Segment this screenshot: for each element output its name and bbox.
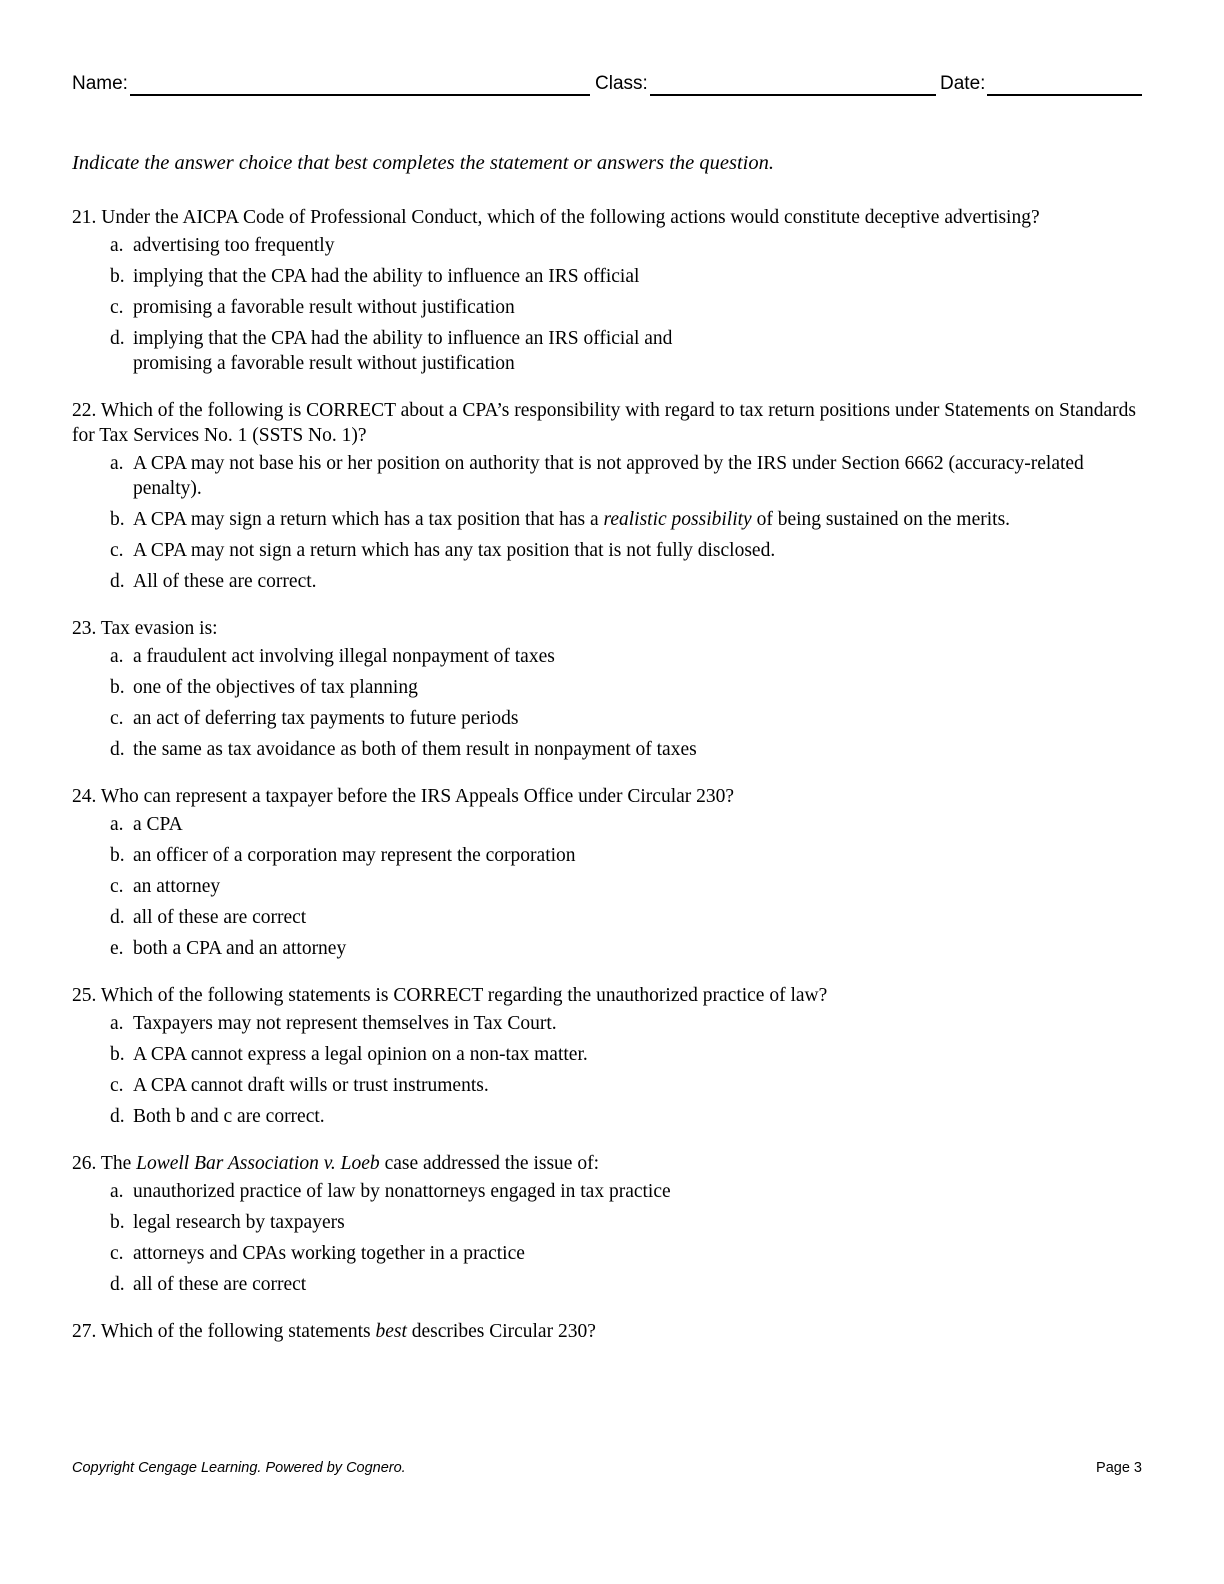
text-segment: Both b and c are correct. xyxy=(133,1106,325,1127)
question-list xyxy=(72,205,1152,1366)
footer xyxy=(72,1460,1142,1480)
answer-option-d xyxy=(72,1272,1152,1297)
question-stem xyxy=(72,983,1152,1008)
option-letter: d. xyxy=(110,739,125,760)
text-segment: All of these are correct. xyxy=(133,571,317,592)
option-letter: d. xyxy=(110,1106,125,1127)
text-segment: unauthorized practice of law by nonattorneys engaged in tax practice xyxy=(133,1181,671,1202)
question-stem xyxy=(72,1151,1152,1176)
text-segment: Taxpayers may not represent themselves in Tax Court. xyxy=(133,1013,557,1034)
answer-option-b xyxy=(72,843,1152,868)
option-letter: b. xyxy=(110,509,125,530)
text-segment: A CPA may not base his or her position on authority that is not approved by the IRS under Section 6662 (accuracy-related penalty). xyxy=(133,453,1084,499)
question-stem xyxy=(72,616,1152,641)
answer-option-c xyxy=(72,1073,1152,1098)
name-blank-line xyxy=(130,72,590,96)
answer-option-a xyxy=(72,812,1152,837)
text-segment: both a CPA and an attorney xyxy=(133,938,347,959)
text-segment: an act of deferring tax payments to future periods xyxy=(133,708,519,729)
class-blank-line xyxy=(650,72,936,96)
text-segment: Which of the following statements xyxy=(100,1321,376,1342)
option-letter: b. xyxy=(110,677,125,698)
question-21 xyxy=(72,205,1152,376)
answer-option-b xyxy=(72,507,1152,532)
header xyxy=(72,68,1142,98)
option-letter: c. xyxy=(110,876,124,897)
answer-options xyxy=(72,812,1152,961)
italic-text: realistic possibility xyxy=(603,509,752,530)
option-letter: a. xyxy=(110,1181,124,1202)
option-text xyxy=(133,451,1152,501)
option-text xyxy=(133,905,1152,930)
answer-option-a xyxy=(72,451,1152,501)
copyright-notice: Copyright Cengage Learning. Powered by Cognero. xyxy=(72,1460,406,1476)
question-stem xyxy=(72,398,1152,448)
answer-option-b xyxy=(72,264,1152,289)
answer-option-c xyxy=(72,706,1152,731)
date-label: Date: xyxy=(940,73,986,94)
text-segment: a fraudulent act involving illegal nonpayment of taxes xyxy=(133,646,555,667)
option-text xyxy=(133,706,1152,731)
option-text xyxy=(133,295,1152,320)
answer-option-d xyxy=(72,569,1152,594)
question-number: 24. xyxy=(72,786,97,807)
option-letter: d. xyxy=(110,1274,125,1295)
answer-options xyxy=(72,644,1152,762)
answer-option-c xyxy=(72,538,1152,563)
answer-option-c xyxy=(72,1241,1152,1266)
question-22 xyxy=(72,398,1152,594)
option-letter: a. xyxy=(110,235,124,256)
question-number: 26. xyxy=(72,1153,97,1174)
text-segment: Which of the following is CORRECT about a CPA’s responsibility with regard to tax return positions under Statements on Standards for Tax Services No. 1 (SSTS No. 1)? xyxy=(72,400,1136,446)
option-text xyxy=(133,264,1152,289)
answer-option-b xyxy=(72,1042,1152,1067)
text-segment: of being sustained on the merits. xyxy=(751,509,1011,530)
text-segment: attorneys and CPAs working together in a practice xyxy=(133,1243,525,1264)
answer-option-c xyxy=(72,295,1152,320)
text-segment: an officer of a corporation may represent the corporation xyxy=(133,845,576,866)
option-text xyxy=(133,1241,1152,1266)
option-letter: a. xyxy=(110,453,124,474)
option-letter: c. xyxy=(110,540,124,561)
text-segment: all of these are correct xyxy=(133,907,307,928)
option-text xyxy=(133,507,1152,532)
option-text xyxy=(133,874,1152,899)
question-stem xyxy=(72,205,1152,230)
option-text xyxy=(133,1073,1152,1098)
option-text xyxy=(133,1272,1152,1297)
text-segment: A CPA cannot express a legal opinion on a non-tax matter. xyxy=(133,1044,588,1065)
text-segment: A CPA may not sign a return which has any tax position that is not fully disclosed. xyxy=(133,540,776,561)
question-23 xyxy=(72,616,1152,762)
option-text xyxy=(133,233,1152,258)
date-blank-line xyxy=(987,72,1142,96)
option-letter: b. xyxy=(110,845,125,866)
question-24 xyxy=(72,784,1152,961)
name-label: Name: xyxy=(72,73,128,94)
question-27 xyxy=(72,1319,1152,1344)
text-segment: Who can represent a taxpayer before the IRS Appeals Office under Circular 230? xyxy=(100,786,735,807)
text-segment: advertising too frequently xyxy=(133,235,335,256)
text-segment: an attorney xyxy=(133,876,221,897)
question-stem xyxy=(72,1319,1152,1344)
option-text xyxy=(133,644,1152,669)
answer-option-c xyxy=(72,874,1152,899)
text-segment: implying that the CPA had the ability to influence an IRS official xyxy=(133,266,640,287)
answer-option-e xyxy=(72,936,1152,961)
answer-options xyxy=(72,1011,1152,1129)
question-number: 21. xyxy=(72,207,97,228)
option-letter: a. xyxy=(110,814,124,835)
option-letter: a. xyxy=(110,646,124,667)
option-text xyxy=(133,569,1152,594)
text-segment: Which of the following statements is CORRECT regarding the unauthorized practice of law? xyxy=(100,985,828,1006)
answer-option-d xyxy=(72,905,1152,930)
answer-option-d xyxy=(72,1104,1152,1129)
text-segment: Tax evasion is: xyxy=(100,618,218,639)
text-segment: implying that the CPA had the ability to influence an IRS official and xyxy=(133,328,673,349)
option-text xyxy=(133,843,1152,868)
text-segment: describes Circular 230? xyxy=(406,1321,596,1342)
option-text xyxy=(133,675,1152,700)
option-text xyxy=(133,737,1152,762)
option-letter: c. xyxy=(110,708,124,729)
question-number: 22. xyxy=(72,400,97,421)
text-segment: promising a favorable result without justification xyxy=(133,353,515,374)
question-number: 25. xyxy=(72,985,97,1006)
text-segment: legal research by taxpayers xyxy=(133,1212,345,1233)
text-segment: all of these are correct xyxy=(133,1274,307,1295)
option-text xyxy=(133,1011,1152,1036)
question-number: 23. xyxy=(72,618,97,639)
text-segment: a CPA xyxy=(133,814,183,835)
answer-option-b xyxy=(72,675,1152,700)
page-number: Page 3 xyxy=(1096,1460,1142,1476)
question-stem xyxy=(72,784,1152,809)
option-text xyxy=(133,538,1152,563)
answer-option-b xyxy=(72,1210,1152,1235)
option-letter: c. xyxy=(110,1243,124,1264)
instructions: Indicate the answer choice that best completes the statement or answers the question. xyxy=(72,152,774,174)
answer-option-a xyxy=(72,1011,1152,1036)
text-segment: the same as tax avoidance as both of them result in nonpayment of taxes xyxy=(133,739,697,760)
option-letter: b. xyxy=(110,1212,125,1233)
option-text xyxy=(133,936,1152,961)
question-25 xyxy=(72,983,1152,1129)
option-letter: c. xyxy=(110,297,124,318)
text-segment: promising a favorable result without justification xyxy=(133,297,515,318)
answer-options xyxy=(72,451,1152,594)
text-segment: The xyxy=(100,1153,137,1174)
name-field xyxy=(72,68,590,96)
text-segment: A CPA cannot draft wills or trust instruments. xyxy=(133,1075,489,1096)
option-text xyxy=(133,326,1152,376)
date-field xyxy=(940,68,1142,96)
option-letter: c. xyxy=(110,1075,124,1096)
option-text xyxy=(133,1104,1152,1129)
option-letter: b. xyxy=(110,1044,125,1065)
option-text xyxy=(133,1179,1152,1204)
answer-option-a xyxy=(72,644,1152,669)
option-letter: b. xyxy=(110,266,125,287)
class-label: Class: xyxy=(595,73,648,94)
italic-text: best xyxy=(375,1321,407,1342)
answer-option-a xyxy=(72,1179,1152,1204)
question-number: 27. xyxy=(72,1321,97,1342)
class-field xyxy=(595,68,936,96)
italic-text: Lowell Bar Association v. Loeb xyxy=(136,1153,380,1174)
text-segment: case addressed the issue of: xyxy=(379,1153,599,1174)
answer-options xyxy=(72,233,1152,376)
option-letter: a. xyxy=(110,1013,124,1034)
answer-option-d xyxy=(72,737,1152,762)
option-letter: d. xyxy=(110,907,125,928)
text-segment: A CPA may sign a return which has a tax position that has a xyxy=(133,509,604,530)
option-letter: e. xyxy=(110,938,124,959)
answer-options xyxy=(72,1179,1152,1297)
text-segment: Under the AICPA Code of Professional Conduct, which of the following actions would constitute deceptive advertising? xyxy=(101,207,1040,228)
option-text xyxy=(133,812,1152,837)
answer-option-d xyxy=(72,326,1152,376)
option-text xyxy=(133,1210,1152,1235)
text-segment: one of the objectives of tax planning xyxy=(133,677,418,698)
question-26 xyxy=(72,1151,1152,1297)
option-text xyxy=(133,1042,1152,1067)
answer-option-a xyxy=(72,233,1152,258)
option-letter: d. xyxy=(110,571,125,592)
option-letter: d. xyxy=(110,328,125,349)
